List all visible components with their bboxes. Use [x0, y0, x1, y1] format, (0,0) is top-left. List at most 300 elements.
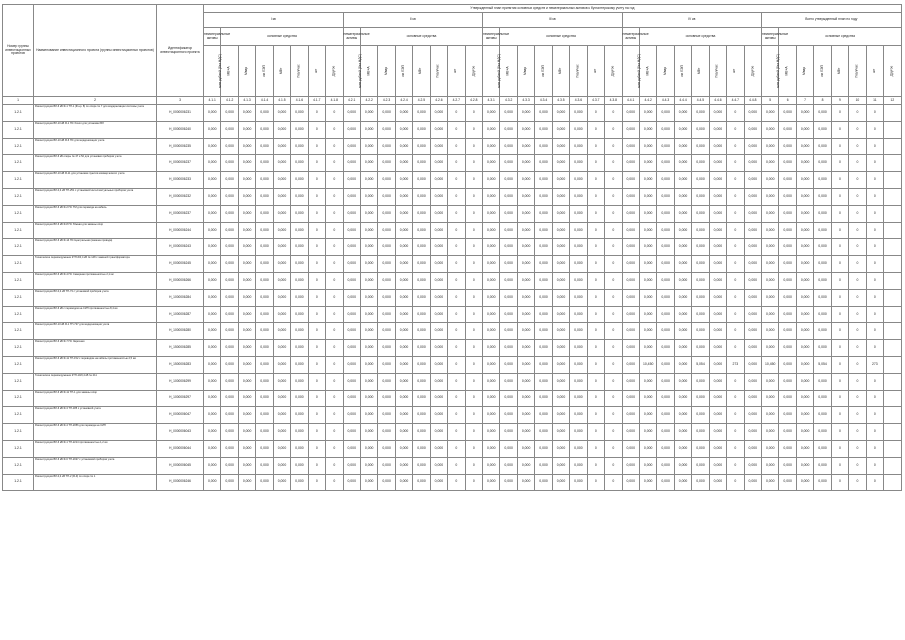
header-caption: Утвержденный план принятия основных средств и нематериальных активов к бухгалтерскому учету на год: [204, 5, 902, 13]
value-cell: 0,000: [256, 440, 273, 457]
value-cell: 0,000: [570, 390, 587, 407]
value-cell: 0,000: [360, 407, 377, 424]
value-cell: 0,000: [657, 323, 674, 340]
value-cell: 5,054: [814, 356, 831, 373]
value-cell: 0,000: [762, 121, 779, 138]
value-cell: 0,000: [430, 272, 447, 289]
value-cell: 0,000: [360, 105, 377, 122]
value-cell: 0: [308, 424, 325, 441]
value-cell: 0,000: [360, 205, 377, 222]
header-sub-column: [395, 46, 412, 97]
value-cell: 0,000: [709, 121, 726, 138]
header-sub-column: [413, 46, 430, 97]
value-cell: 0,000: [552, 407, 569, 424]
value-cell: 0,000: [291, 356, 308, 373]
value-cell: 0,000: [378, 424, 395, 441]
value-cell: 0: [831, 172, 848, 189]
value-cell: 0,000: [796, 239, 813, 256]
value-cell: 0,000: [762, 306, 779, 323]
column-number: 4.4.5: [692, 97, 709, 105]
value-cell: 0,000: [692, 272, 709, 289]
value-cell: 0,000: [430, 188, 447, 205]
value-cell: 0,000: [796, 172, 813, 189]
value-cell: 0,000: [796, 289, 813, 306]
value-cell: 0,000: [762, 457, 779, 474]
value-cell: 0: [308, 272, 325, 289]
value-cell: 0,000: [692, 457, 709, 474]
column-number: 4.4.3: [657, 97, 674, 105]
value-cell: 0: [866, 424, 883, 441]
header-os-group: основные средства: [221, 28, 343, 46]
value-cell: 0,000: [517, 155, 534, 172]
value-cell: 0,000: [413, 323, 430, 340]
value-cell: 0,000: [570, 256, 587, 273]
value-cell: 0: [605, 474, 622, 491]
table-row: [3, 105, 902, 122]
value-cell: 0,000: [483, 323, 500, 340]
value-cell: 0,000: [622, 340, 639, 357]
column-number: 4.3.2: [500, 97, 517, 105]
value-cell: 0,000: [500, 172, 517, 189]
header-label: шт: [732, 68, 737, 74]
value-cell: 0,000: [413, 155, 430, 172]
project-name: Реконструкция ВЛ-0,4 кВ ТП-251 с установкой интеллектуальных приборов учета: [34, 188, 157, 205]
value-cell: 0: [308, 121, 325, 138]
group-number: 1.2.1: [3, 390, 34, 407]
value-cell: 0,000: [430, 390, 447, 407]
value-cell: 0,000: [430, 239, 447, 256]
project-id: Н_0000006233: [157, 172, 204, 189]
value-cell: 0,000: [395, 155, 412, 172]
value-cell: 0,000: [413, 105, 430, 122]
value-cell: 0,000: [762, 340, 779, 357]
value-cell: 0: [587, 323, 604, 340]
group-number: 1.2.1: [3, 407, 34, 424]
value-cell: 0,000: [221, 272, 238, 289]
value-cell: 0,000: [291, 239, 308, 256]
value-cell: 0,000: [430, 440, 447, 457]
value-cell: 0: [465, 256, 482, 273]
value-cell: 0: [587, 340, 604, 357]
header-sub-column: [884, 46, 902, 97]
value-cell: 0: [866, 155, 883, 172]
column-number: 9: [831, 97, 848, 105]
value-cell: 0: [326, 340, 343, 357]
column-number: 6: [779, 97, 796, 105]
value-cell: 0,000: [483, 373, 500, 390]
value-cell: 0: [831, 105, 848, 122]
value-cell: 0,000: [517, 457, 534, 474]
value-cell: 0,000: [273, 138, 290, 155]
value-cell: 0: [587, 155, 604, 172]
value-cell: 0,000: [814, 457, 831, 474]
value-cell: 0,000: [343, 474, 360, 491]
value-cell: 0,000: [657, 474, 674, 491]
value-cell: 0,000: [221, 205, 238, 222]
value-cell: 0,000: [360, 373, 377, 390]
value-cell: 0,000: [291, 340, 308, 357]
value-cell: 0,000: [343, 155, 360, 172]
value-cell: 0,000: [762, 440, 779, 457]
value-cell: 0,000: [343, 121, 360, 138]
value-cell: 0,000: [570, 440, 587, 457]
project-id: Н_0000006244: [157, 222, 204, 239]
project-id: Н_0000006047: [157, 407, 204, 424]
project-id: Н_0000006240: [157, 121, 204, 138]
header-label: км ЛЭП: [401, 65, 406, 77]
value-cell: 0: [727, 323, 744, 340]
value-cell: 0: [866, 306, 883, 323]
header-project-name: Наименование инвестиционного проекта (группы инвестиционных проектов): [34, 5, 157, 97]
value-cell: 0: [866, 256, 883, 273]
value-cell: 0,000: [535, 407, 552, 424]
value-cell: 0,000: [413, 138, 430, 155]
header-quarter: I кв: [204, 13, 344, 28]
value-cell: 0,000: [552, 306, 569, 323]
value-cell: 0,000: [256, 105, 273, 122]
value-cell: 0: [465, 323, 482, 340]
value-cell: 0,000: [500, 188, 517, 205]
value-cell: 0: [727, 407, 744, 424]
value-cell: 0,000: [552, 356, 569, 373]
value-cell: 0: [831, 424, 848, 441]
value-cell: 0,000: [744, 306, 761, 323]
value-cell: 0,000: [779, 256, 796, 273]
empty-cell: [884, 407, 902, 424]
value-cell: 0,000: [535, 222, 552, 239]
column-number: 4.3.6: [570, 97, 587, 105]
value-cell: 0,000: [639, 440, 656, 457]
value-cell: 0,000: [430, 306, 447, 323]
value-cell: 0,000: [762, 239, 779, 256]
value-cell: 0,000: [483, 205, 500, 222]
value-cell: 0,000: [413, 306, 430, 323]
column-number: 4.2.3: [378, 97, 395, 105]
column-number: 4.2.5: [413, 97, 430, 105]
project-id: Н_1000006297: [157, 390, 204, 407]
value-cell: 0,000: [343, 306, 360, 323]
value-cell: 0,000: [692, 155, 709, 172]
value-cell: 0,000: [570, 457, 587, 474]
value-cell: 0,000: [500, 105, 517, 122]
value-cell: 0,000: [360, 188, 377, 205]
value-cell: 0: [605, 457, 622, 474]
header-quarter: III кв: [483, 13, 623, 28]
value-cell: 0,000: [570, 239, 587, 256]
value-cell: 0: [849, 424, 866, 441]
value-cell: 0,000: [709, 256, 726, 273]
project-id: Н_0000006243: [157, 239, 204, 256]
value-cell: 0,000: [709, 289, 726, 306]
value-cell: 0: [587, 457, 604, 474]
value-cell: 0: [849, 407, 866, 424]
value-cell: 0,000: [657, 289, 674, 306]
value-cell: 0: [465, 105, 482, 122]
value-cell: 0,000: [395, 373, 412, 390]
empty-cell: [884, 272, 902, 289]
value-cell: 0: [831, 457, 848, 474]
value-cell: 0,000: [779, 390, 796, 407]
value-cell: 0,000: [204, 424, 221, 441]
value-cell: 0,000: [378, 474, 395, 491]
value-cell: 0,000: [413, 457, 430, 474]
table-row: [3, 306, 902, 323]
value-cell: 0,000: [238, 390, 255, 407]
value-cell: 0,000: [256, 306, 273, 323]
value-cell: 0,000: [273, 373, 290, 390]
value-cell: 0: [308, 340, 325, 357]
value-cell: 0,000: [413, 289, 430, 306]
column-number: 4.3.7: [587, 97, 604, 105]
value-cell: 0,000: [517, 474, 534, 491]
empty-cell: [884, 138, 902, 155]
header-sub-column: [448, 46, 465, 97]
value-cell: 0: [605, 373, 622, 390]
value-cell: 0,000: [238, 105, 255, 122]
value-cell: 0,000: [535, 239, 552, 256]
value-cell: 0,000: [204, 172, 221, 189]
project-id: Н_0000006231: [157, 105, 204, 122]
empty-cell: [884, 390, 902, 407]
empty-cell: [884, 306, 902, 323]
value-cell: 0: [727, 222, 744, 239]
value-cell: 0: [448, 138, 465, 155]
value-cell: 0: [849, 440, 866, 457]
value-cell: 0: [849, 457, 866, 474]
value-cell: 0,000: [709, 457, 726, 474]
value-cell: 0,000: [535, 138, 552, 155]
value-cell: 0,000: [395, 474, 412, 491]
value-cell: 0,000: [343, 105, 360, 122]
header-fin-group: нематериальные активы: [762, 28, 779, 46]
value-cell: 0: [727, 474, 744, 491]
value-cell: 0,000: [221, 138, 238, 155]
value-cell: 0,000: [291, 474, 308, 491]
value-cell: 0,000: [709, 474, 726, 491]
value-cell: 0,000: [378, 188, 395, 205]
value-cell: 0,000: [674, 256, 691, 273]
value-cell: 0,000: [343, 340, 360, 357]
value-cell: 0,000: [413, 356, 430, 373]
value-cell: 0,000: [291, 407, 308, 424]
value-cell: 0,000: [762, 323, 779, 340]
project-id: Н_0000006045: [157, 457, 204, 474]
value-cell: 0,000: [221, 390, 238, 407]
value-cell: 0: [465, 172, 482, 189]
value-cell: 0,000: [657, 138, 674, 155]
value-cell: 0,000: [744, 424, 761, 441]
value-cell: 0,000: [343, 390, 360, 407]
value-cell: 0,000: [413, 172, 430, 189]
value-cell: 0,000: [430, 172, 447, 189]
value-cell: 0,000: [238, 222, 255, 239]
value-cell: 0,000: [343, 457, 360, 474]
value-cell: 0,000: [360, 121, 377, 138]
value-cell: 0,000: [622, 138, 639, 155]
value-cell: 0,000: [552, 390, 569, 407]
value-cell: 0,000: [535, 373, 552, 390]
value-cell: 0: [727, 239, 744, 256]
value-cell: 0,000: [256, 121, 273, 138]
value-cell: 0,000: [639, 205, 656, 222]
header-sub-column: [273, 46, 290, 97]
value-cell: 0,000: [709, 440, 726, 457]
column-number: 4.2.1: [343, 97, 360, 105]
value-cell: 0,000: [779, 323, 796, 340]
value-cell: 0: [448, 272, 465, 289]
value-cell: 0: [831, 323, 848, 340]
group-number: 1.2.1: [3, 155, 34, 172]
value-cell: 0,000: [570, 407, 587, 424]
value-cell: 0,000: [796, 188, 813, 205]
value-cell: 0,000: [517, 105, 534, 122]
value-cell: 0,000: [570, 306, 587, 323]
value-cell: 0: [866, 390, 883, 407]
value-cell: 0,000: [378, 138, 395, 155]
header-sub-column: [709, 46, 726, 97]
value-cell: 0: [727, 172, 744, 189]
value-cell: 0: [849, 474, 866, 491]
header-sub-column: [849, 46, 866, 97]
table-row: [3, 121, 902, 138]
value-cell: 0,000: [552, 272, 569, 289]
value-cell: 0,000: [395, 356, 412, 373]
value-cell: 0,000: [343, 239, 360, 256]
header-sub-column: [587, 46, 604, 97]
value-cell: 0,000: [552, 155, 569, 172]
value-cell: 0,000: [639, 256, 656, 273]
value-cell: 0,000: [204, 390, 221, 407]
value-cell: 0,000: [204, 222, 221, 239]
column-number: 4.1.2: [221, 97, 238, 105]
header-label: Другое: [610, 65, 615, 77]
header-os-group: основные средства: [360, 28, 482, 46]
value-cell: 0,000: [796, 424, 813, 441]
value-cell: 0: [605, 155, 622, 172]
value-cell: 0,000: [204, 289, 221, 306]
value-cell: 0,000: [204, 407, 221, 424]
value-cell: 0: [587, 272, 604, 289]
header-sub-column: [308, 46, 325, 97]
value-cell: 0,000: [535, 340, 552, 357]
value-cell: 0,000: [378, 323, 395, 340]
value-cell: 0: [849, 222, 866, 239]
value-cell: 0,000: [709, 407, 726, 424]
value-cell: 0,000: [378, 289, 395, 306]
value-cell: 0,000: [221, 440, 238, 457]
value-cell: 0,000: [535, 155, 552, 172]
value-cell: 0: [605, 340, 622, 357]
value-cell: 0,000: [639, 289, 656, 306]
column-number: 4.2.2: [360, 97, 377, 105]
header-sub-column: [570, 46, 587, 97]
value-cell: 0: [587, 373, 604, 390]
value-cell: 0,000: [395, 172, 412, 189]
value-cell: 0,000: [657, 390, 674, 407]
column-number: 8: [814, 97, 831, 105]
value-cell: 0,000: [221, 155, 238, 172]
value-cell: 0,000: [570, 188, 587, 205]
value-cell: 0,000: [796, 121, 813, 138]
value-cell: 0,000: [221, 105, 238, 122]
value-cell: 0,000: [256, 424, 273, 441]
value-cell: 0: [849, 121, 866, 138]
value-cell: 0,000: [709, 205, 726, 222]
value-cell: 0,000: [256, 474, 273, 491]
value-cell: 273: [866, 356, 883, 373]
value-cell: 0,000: [378, 440, 395, 457]
header-label: МВт: [697, 67, 702, 75]
value-cell: 0,000: [674, 138, 691, 155]
value-cell: 0,000: [238, 340, 255, 357]
value-cell: 0,000: [744, 205, 761, 222]
table-row: [3, 188, 902, 205]
value-cell: 0,000: [552, 457, 569, 474]
project-name: Реконструкция ВЛ-6 кВ Ф-11 ТП-152 с переводом на кабель протяженностью 2,5 км: [34, 356, 157, 373]
empty-cell: [884, 105, 902, 122]
header-sub-column: [814, 46, 831, 97]
value-cell: 0,000: [796, 457, 813, 474]
value-cell: 0,000: [709, 424, 726, 441]
value-cell: 0,000: [762, 424, 779, 441]
value-cell: 0: [308, 474, 325, 491]
value-cell: 0: [605, 289, 622, 306]
table-row: [3, 256, 902, 273]
value-cell: 0,000: [291, 272, 308, 289]
value-cell: 0,000: [639, 239, 656, 256]
value-cell: 0,000: [273, 457, 290, 474]
value-cell: 0,000: [360, 306, 377, 323]
header-sub-column: [727, 46, 744, 97]
header-sub-column: [605, 46, 622, 97]
value-cell: 0,000: [378, 390, 395, 407]
value-cell: 0,000: [762, 289, 779, 306]
value-cell: 0,000: [517, 424, 534, 441]
value-cell: 0,000: [674, 155, 691, 172]
value-cell: 0: [727, 306, 744, 323]
value-cell: 0: [831, 256, 848, 273]
value-cell: 0,000: [221, 121, 238, 138]
value-cell: 0,000: [483, 390, 500, 407]
value-cell: 0,000: [430, 356, 447, 373]
value-cell: 0,000: [343, 289, 360, 306]
value-cell: 0,000: [517, 289, 534, 306]
value-cell: 0,000: [779, 424, 796, 441]
value-cell: 0,000: [814, 424, 831, 441]
value-cell: 0: [849, 272, 866, 289]
value-cell: 0: [587, 356, 604, 373]
value-cell: 0,000: [744, 105, 761, 122]
value-cell: 0,000: [674, 239, 691, 256]
header-fin-group: нематериальные активы: [483, 28, 500, 46]
value-cell: 0,000: [517, 222, 534, 239]
value-cell: 0,000: [517, 390, 534, 407]
group-number: 1.2.1: [3, 188, 34, 205]
value-cell: 0,000: [570, 222, 587, 239]
value-cell: 0,000: [291, 172, 308, 189]
value-cell: 0: [727, 105, 744, 122]
value-cell: 0,000: [360, 424, 377, 441]
header-sub-column: [204, 46, 221, 97]
project-name: Реконструкция ВЛ-6 кВ Ф-1 ТП-2214 протяженностью 1,2 км: [34, 440, 157, 457]
value-cell: 0,000: [622, 172, 639, 189]
value-cell: 0: [831, 440, 848, 457]
project-id: Н_0000006246: [157, 474, 204, 491]
value-cell: 0,000: [552, 474, 569, 491]
value-cell: 0,000: [535, 474, 552, 491]
value-cell: 0,000: [343, 205, 360, 222]
group-number: 1.2.1: [3, 424, 34, 441]
